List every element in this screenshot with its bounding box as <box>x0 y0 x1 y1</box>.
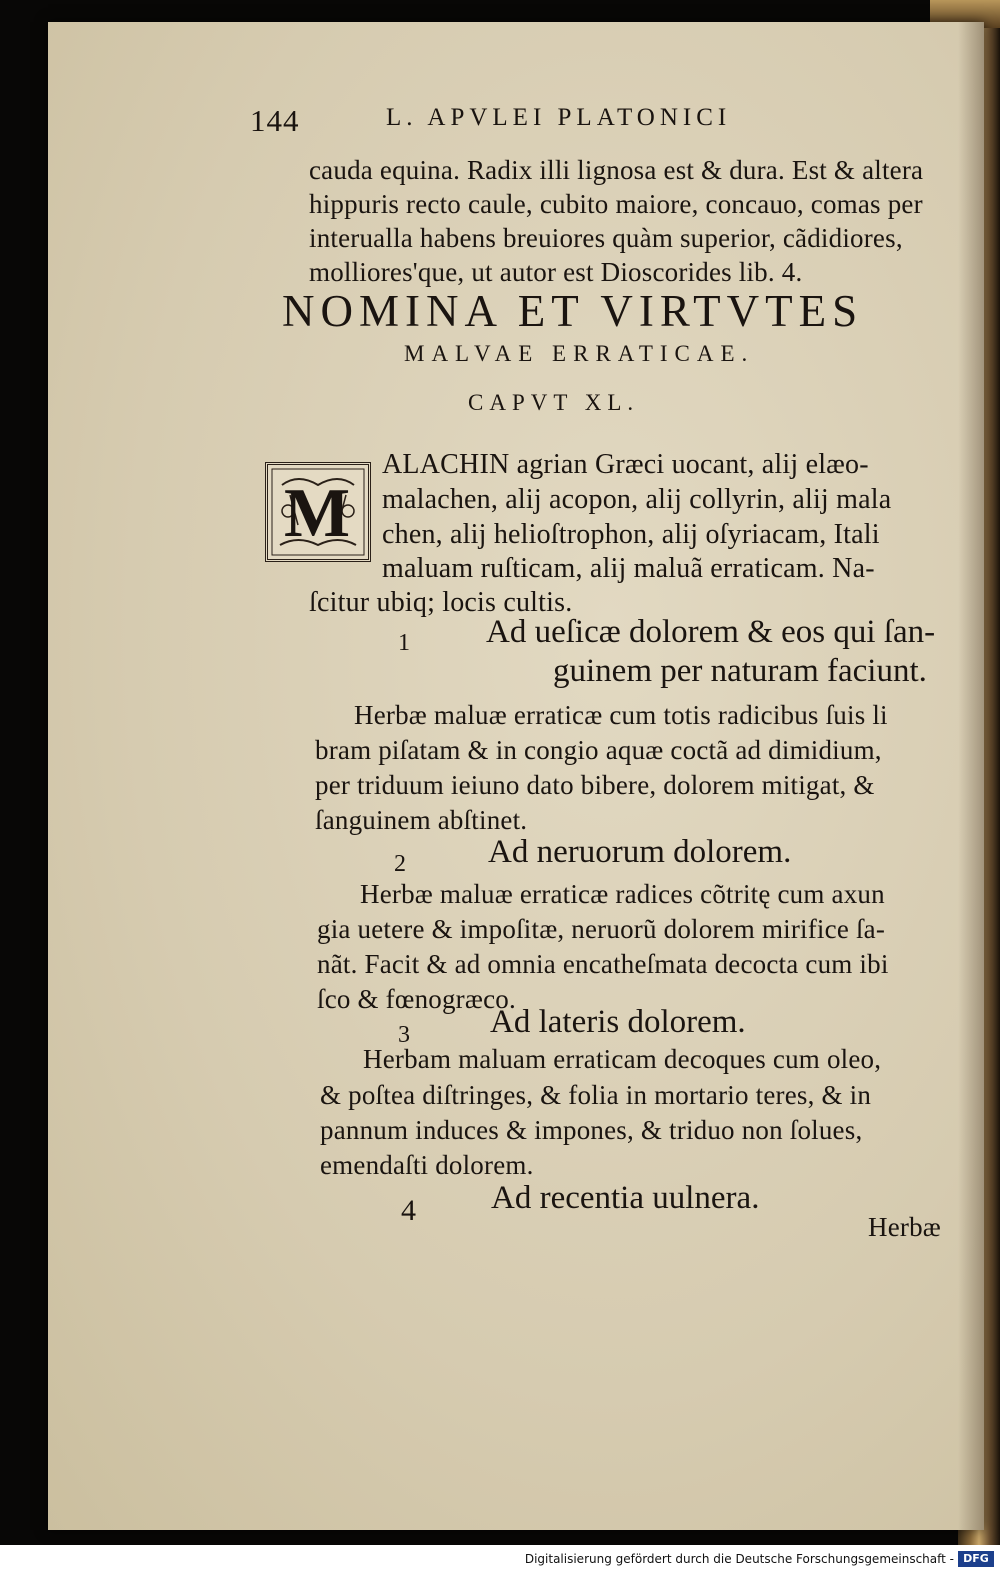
opening-line: malachen, alij acopon, alij collyrin, alij mala <box>382 484 892 515</box>
section-number: 3 <box>398 1022 410 1048</box>
intro-line: hippuris recto caule, cubito maiore, concauo, comas per <box>309 189 923 219</box>
catchword: Herbæ <box>868 1212 941 1242</box>
section-line: Herbæ maluæ erraticæ radices cõtritę cum axun <box>360 879 885 909</box>
section-number: 4 <box>401 1194 416 1227</box>
section-number: 1 <box>398 630 410 656</box>
page-number: 144 <box>250 103 300 138</box>
section-heading: Ad lateris dolorem. <box>490 1004 746 1040</box>
funding-credit: Digitalisierung gefördert durch die Deutsche Forschungsgemeinschaft - <box>524 1552 954 1566</box>
page-gutter-shade <box>958 22 984 1530</box>
chapter-title: NOMINA ET VIRTVTES <box>282 286 864 336</box>
intro-line: molliores'que, ut autor est Dioscorides lib. 4. <box>309 257 803 287</box>
section-line: Herbæ maluæ erraticæ cum totis radicibus ſuis li <box>354 700 888 730</box>
section-line: ſco & fœnogræco. <box>317 984 516 1014</box>
decorated-initial <box>265 462 371 562</box>
section-line: pannum induces & impones, & triduo non ſolues, <box>320 1115 863 1145</box>
section-heading: Ad ueſicæ dolorem & eos qui ſan- <box>486 614 936 650</box>
section-line: bram piſatam & in congio aquæ coctã ad dimidium, <box>315 735 882 765</box>
chapter-number: CAPVT XL. <box>468 390 640 415</box>
intro-line: cauda equina. Radix illi lignosa est & dura. Est & altera <box>309 155 924 185</box>
opening-line: ſcitur ubiq; locis cultis. <box>309 587 573 618</box>
section-line: per triduum ieiuno dato bibere, dolorem mitigat, & <box>315 770 875 800</box>
section-heading: guinem per naturam faciunt. <box>553 653 927 689</box>
section-number: 2 <box>394 851 406 877</box>
opening-line: ALACHIN agrian Græci uocant, alij elæo- <box>382 449 869 480</box>
opening-line: chen, alij helioſtrophon, alij oſyriacam, Itali <box>382 519 880 550</box>
section-line: nãt. Facit & ad omnia encatheſmata decocta cum ibi <box>317 949 889 979</box>
dfg-logo-icon: DFG <box>958 1551 994 1567</box>
initial-letter: M <box>284 475 351 552</box>
section-line: Herbam maluam erraticam decoques cum oleo, <box>363 1044 882 1074</box>
intro-line: interualla habens breuiores quàm superior, cãdidiores, <box>309 223 903 253</box>
section-line: gia uetere & impoſitæ, neruorũ dolorem mirifice ſa- <box>317 914 886 944</box>
running-head: L. APVLEI PLATONICI <box>386 104 732 131</box>
section-line: emendaſti dolorem. <box>320 1150 534 1180</box>
section-heading: Ad recentia uulnera. <box>491 1180 760 1216</box>
section-line: & poſtea diſtringes, & folia in mortario teres, & in <box>320 1080 872 1110</box>
chapter-subtitle: MALVAE ERRATICAE. <box>404 341 755 366</box>
section-line: ſanguinem abſtinet. <box>315 805 528 835</box>
opening-line: maluam ruſticam, alij maluã erraticam. Na- <box>382 553 875 584</box>
section-heading: Ad neruorum dolorem. <box>488 834 792 870</box>
